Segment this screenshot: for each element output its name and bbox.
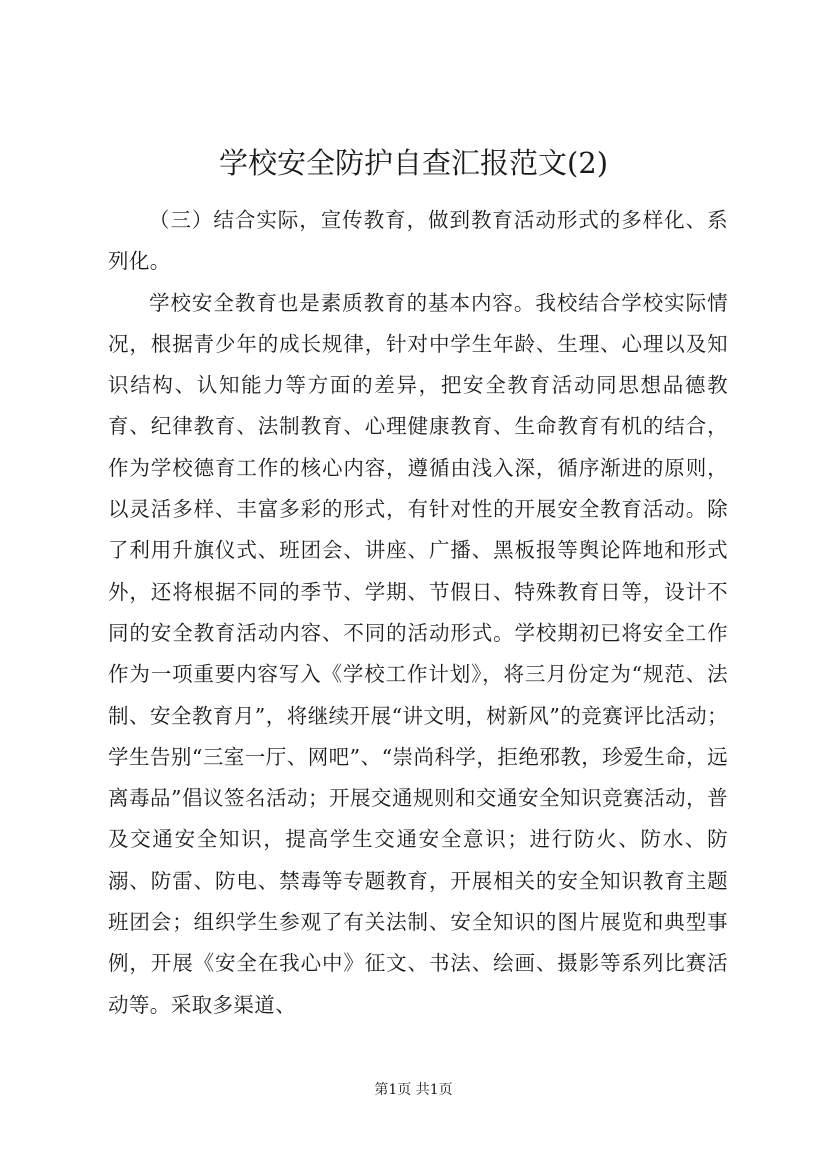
document-body	[108, 200, 728, 1026]
page-footer: 第1页 共1页	[374, 1082, 453, 1098]
paragraph-2: 学校安全教育也是素质教育的基本内容。我校结合学校实际情况，根据青少年的成长规律，针对中学生年龄、生理、心理以及知识结构、认知能力等方面的差异，把安全教育活动同思想品德教育、纪律教育、法制教育、心理健康教育、生命教育有机的结合，作为学校德育工作的核心内容，遵循由浅入深，循序渐进的原则，以灵活多样、丰富多彩的形式，有针对性的开展安全教育活动。除了利用升旗仪式、班团会、讲座、广播、黑板报等舆论阵地和形式外，还将根据不同的季节、学期、节假日、特殊教育日等，设计不同的安全教育活动内容、不同的活动形式。学校期初已将安全工作作为一项重要内容写入《学校工作计划》，将三月份定为“规范、法制、安全教育月”，将继续开展“讲文明，树新风”的竞赛评比活动；学生告别“三室一厅、网吧”、“崇尚科学，拒绝邪教，珍爱生命，远离毒品”倡议签名活动；开展交通规则和交通安全知识竞赛活动，普及交通安全知识，提高学生交通安全意识；进行防火、防水、防溺、防雷、防电、禁毒等专题教育，开展相关的安全知识教育主题班团会；组织学生参观了有关法制、安全知识的图片展览和典型事例，开展《安全在我心中》征文、书法、绘画、摄影等系列比赛活动等。采取多渠道、	[108, 290, 728, 1017]
paragraph-1: （三）结合实际，宣传教育，做到教育活动形式的多样化、系列化。	[108, 208, 728, 274]
document-title: 学校安全防护自查汇报范文(2)	[218, 146, 609, 180]
